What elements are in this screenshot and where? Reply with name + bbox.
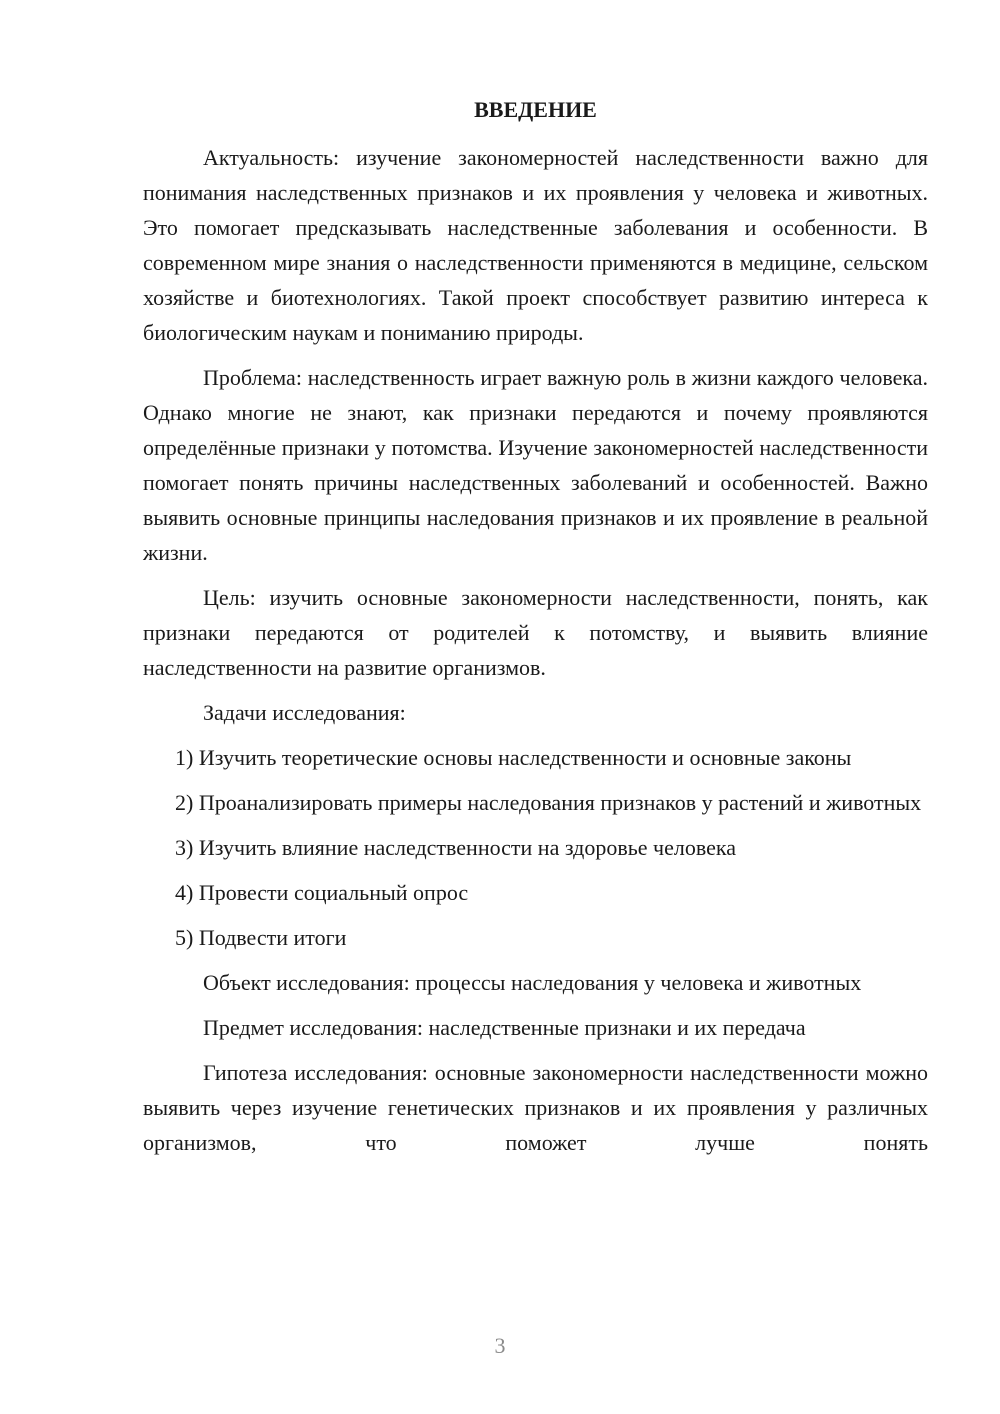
relevance-paragraph: Актуальность: изучение закономерностей наследственности важно для понимания наследственных признаков и их проявления у человека и животных. Это помогает предсказывать наследственные заболевания и особенности. В современном мире знания о наследственности применяются в медицине, сельском хозяйстве и биотехнологиях. Такой проект способствует развитию интереса к биологическим наукам и пониманию природы. — [143, 145, 928, 345]
page-number: 3 — [494, 1333, 506, 1358]
goal-paragraph: Цель: изучить основные закономерности наследственности, понять, как признаки передаются от родителей к потомству, и выявить влияние наследственности на развитие организмов. — [143, 585, 928, 680]
hypothesis-paragraph: Гипотеза исследования: основные закономерности наследственности можно выявить через изучение генетических признаков и их проявления у различных организмов, что поможет лучше понять — [143, 1060, 928, 1155]
subject-paragraph: Предмет исследования: наследственные признаки и их передача — [203, 1015, 806, 1040]
document-body — [143, 88, 928, 1170]
object-paragraph: Объект исследования: процессы наследования у человека и животных — [203, 970, 862, 995]
problem-paragraph: Проблема: наследственность играет важную роль в жизни каждого человека. Однако многие не знают, как признаки передаются и почему проявляются определённые признаки у потомства. Изучение закономерностей наследственности помогает понять причины наследственных заболеваний и особенностей. Важно выявить основные принципы наследования признаков и их проявление в реальной жизни. — [143, 365, 928, 565]
task-item-2: 2) Проанализировать примеры наследования признаков у растений и животных — [175, 790, 922, 815]
task-item-3: 3) Изучить влияние наследственности на здоровье человека — [175, 835, 736, 860]
task-item-4: 4) Провести социальный опрос — [175, 880, 469, 905]
task-item-5: 5) Подвести итоги — [175, 925, 347, 950]
task-item-1: 1) Изучить теоретические основы наследственности и основные законы — [175, 745, 852, 770]
page-title: ВВЕДЕНИЕ — [474, 97, 597, 122]
tasks-label: Задачи исследования: — [203, 700, 406, 725]
